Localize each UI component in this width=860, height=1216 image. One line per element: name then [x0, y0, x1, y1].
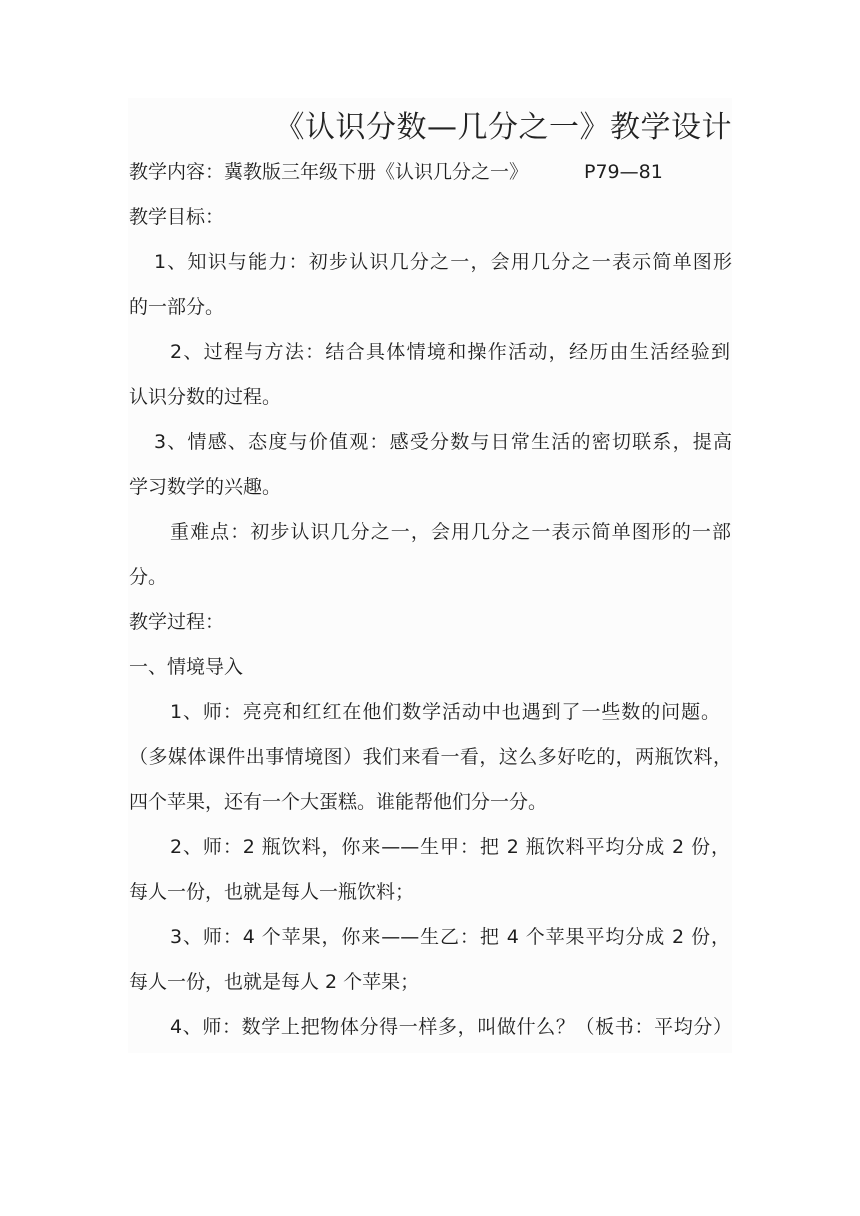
- goal-1-line-2: 的一部分。: [129, 296, 225, 318]
- paragraph-1-line-2: （多媒体课件出事情境图）我们来看一看，这么多好吃的，两瓶饮料，: [129, 746, 732, 768]
- goal-3-line-2: 学习数学的兴趣。: [129, 476, 282, 498]
- paragraph-2-line-2: 每人一份，也就是每人一瓶饮料；: [129, 881, 415, 903]
- paragraph-3-line-2: 每人一份，也就是每人 2 个苹果；: [129, 971, 420, 993]
- goal-3-line-1: 3、情感、态度与价值观：感受分数与日常生活的密切联系，提高: [154, 431, 732, 453]
- paragraph-1-line-1: 1、师：亮亮和红红在他们数学活动中也遇到了一些数的问题。: [170, 701, 720, 723]
- key-points-line-2: 分。: [129, 566, 168, 588]
- paragraph-1-line-3: 四个苹果，还有一个大蛋糕。谁能帮他们分一分。: [129, 791, 548, 813]
- page-reference: P79—81: [584, 161, 663, 183]
- paragraph-3-line-1: 3、师：4 个苹果，你来——生乙：把 4 个苹果平均分成 2 份，: [170, 926, 730, 948]
- teaching-content-line: 教学内容：冀教版三年级下册《认识几分之一》: [129, 161, 529, 183]
- goal-1-line-1: 1、知识与能力：初步认识几分之一，会用几分之一表示简单图形: [154, 251, 732, 273]
- paragraph-4-line-1: 4、师：数学上把物体分得一样多，叫做什么？（板书：平均分）: [170, 1016, 732, 1038]
- goal-2-line-1: 2、过程与方法：结合具体情境和操作活动，经历由生活经验到: [170, 341, 730, 363]
- document-title: 《认识分数—几分之一》教学设计: [274, 110, 732, 145]
- document-page: [128, 98, 732, 1053]
- section-1-heading: 一、情境导入: [129, 656, 244, 678]
- key-points-line-1: 重难点：初步认识几分之一，会用几分之一表示简单图形的一部: [170, 521, 731, 543]
- process-heading: 教学过程：: [129, 611, 225, 633]
- goal-2-line-2: 认识分数的过程。: [129, 386, 282, 408]
- paragraph-2-line-1: 2、师：2 瓶饮料，你来——生甲：把 2 瓶饮料平均分成 2 份，: [170, 836, 730, 858]
- goals-heading: 教学目标：: [129, 206, 225, 228]
